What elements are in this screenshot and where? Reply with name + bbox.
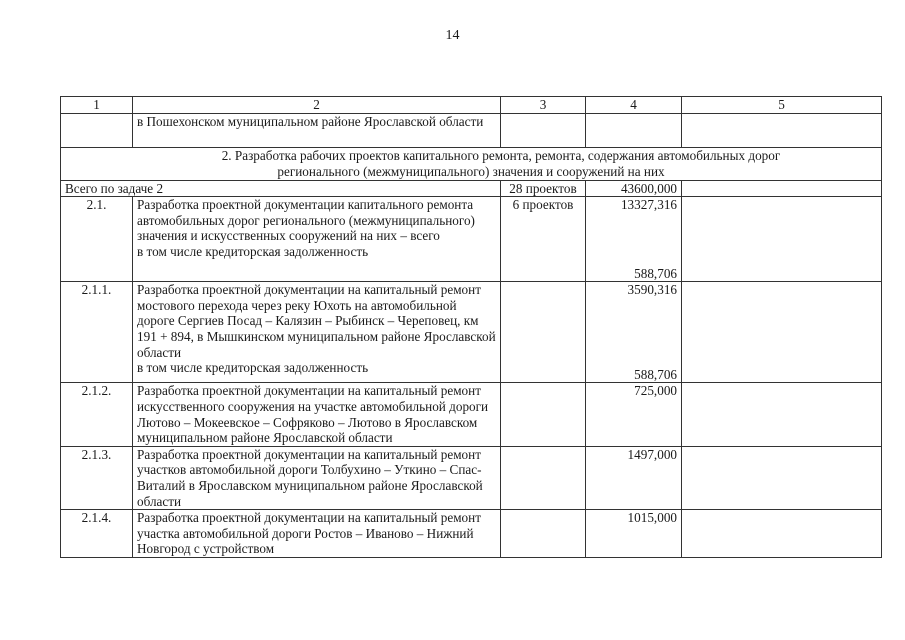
note-cell bbox=[682, 510, 882, 558]
note-cell bbox=[682, 197, 882, 282]
section-row bbox=[61, 148, 882, 181]
row-count bbox=[501, 282, 586, 383]
row-number: 2.1.1. bbox=[61, 282, 133, 383]
sum-cell bbox=[586, 114, 682, 148]
column-number-row bbox=[61, 97, 882, 114]
total-label: Всего по задаче 2 bbox=[61, 181, 501, 197]
column-number: 5 bbox=[682, 97, 882, 114]
continuation-text: в Пошехонском муниципальном районе Ярославской области bbox=[133, 114, 501, 148]
row-sum-sub: 588,706 bbox=[634, 265, 677, 281]
note-cell bbox=[682, 114, 882, 148]
row-description-text: Разработка проектной документации капитального ремонта автомобильных дорог регионального (межмуниципального) значения и искусственных сооружений на них – всего bbox=[137, 197, 475, 244]
section-title-line: 2. Разработка рабочих проектов капитального ремонта, ремонта, содержания автомобильных дорог bbox=[221, 148, 781, 163]
total-count: 28 проектов bbox=[501, 181, 586, 197]
row-sum-value: 3590,316 bbox=[627, 282, 677, 298]
row-number: 2.1.2. bbox=[61, 383, 133, 446]
row-sum-value: 13327,316 bbox=[620, 197, 677, 212]
row-count bbox=[501, 383, 586, 446]
count-cell bbox=[501, 114, 586, 148]
continuation-row bbox=[61, 114, 882, 148]
row-count bbox=[501, 446, 586, 509]
column-number: 3 bbox=[501, 97, 586, 114]
row-description-text: Разработка проектной документации на капитальный ремонт мостового перехода через реку Юхоть на автомобильной дороге Сергиев Посад – Калязин – Рыбинск – Череповец, км 191 + 894, в Мышкинском муниципальном районе Ярославской области bbox=[137, 282, 496, 360]
page-number: 14 bbox=[445, 28, 460, 43]
row-number-cell bbox=[61, 114, 133, 148]
row-count: 6 проектов bbox=[501, 197, 586, 282]
note-cell bbox=[682, 282, 882, 383]
row-description bbox=[133, 282, 501, 383]
section-title bbox=[61, 148, 882, 181]
section-title-line: регионального (межмуниципального) значения и сооружений на них bbox=[277, 164, 665, 179]
table-row bbox=[61, 510, 882, 558]
total-sum: 43600,000 bbox=[586, 181, 682, 197]
row-sum bbox=[586, 197, 682, 282]
plan-table bbox=[60, 96, 882, 558]
table-row bbox=[61, 197, 882, 282]
note-cell bbox=[682, 181, 882, 197]
row-sum: 1015,000 bbox=[586, 510, 682, 558]
column-number: 1 bbox=[61, 97, 133, 114]
row-description: Разработка проектной документации на капитальный ремонт искусственного сооружения на участке автомобильной дороги Лютово – Мокеевское – Софряково – Лютово в Ярославском муниципальном районе Ярославской области bbox=[133, 383, 501, 446]
row-count bbox=[501, 510, 586, 558]
column-number: 4 bbox=[586, 97, 682, 114]
row-description: Разработка проектной документации на капитальный ремонт участков автомобильной дороги Толбухино – Уткино – Спас-Виталий в Ярославском муниципальном районе Ярославской области bbox=[133, 446, 501, 509]
note-cell bbox=[682, 383, 882, 446]
row-description bbox=[133, 197, 501, 282]
row-number: 2.1. bbox=[61, 197, 133, 282]
row-number: 2.1.3. bbox=[61, 446, 133, 509]
row-description: Разработка проектной документации на капитальный ремонт участка автомобильной дороги Ростов – Иваново – Нижний Новгород с устройством bbox=[133, 510, 501, 558]
row-description-sub: в том числе кредиторская задолженность bbox=[137, 360, 369, 376]
table-row bbox=[61, 383, 882, 446]
row-sum: 725,000 bbox=[586, 383, 682, 446]
total-row bbox=[61, 181, 882, 197]
row-sum: 1497,000 bbox=[586, 446, 682, 509]
row-sum-sub: 588,706 bbox=[634, 366, 677, 382]
table-row bbox=[61, 282, 882, 383]
column-number: 2 bbox=[133, 97, 501, 114]
row-number: 2.1.4. bbox=[61, 510, 133, 558]
note-cell bbox=[682, 446, 882, 509]
row-description-sub: в том числе кредиторская задолженность bbox=[137, 243, 369, 259]
row-sum bbox=[586, 282, 682, 383]
table-row bbox=[61, 446, 882, 509]
